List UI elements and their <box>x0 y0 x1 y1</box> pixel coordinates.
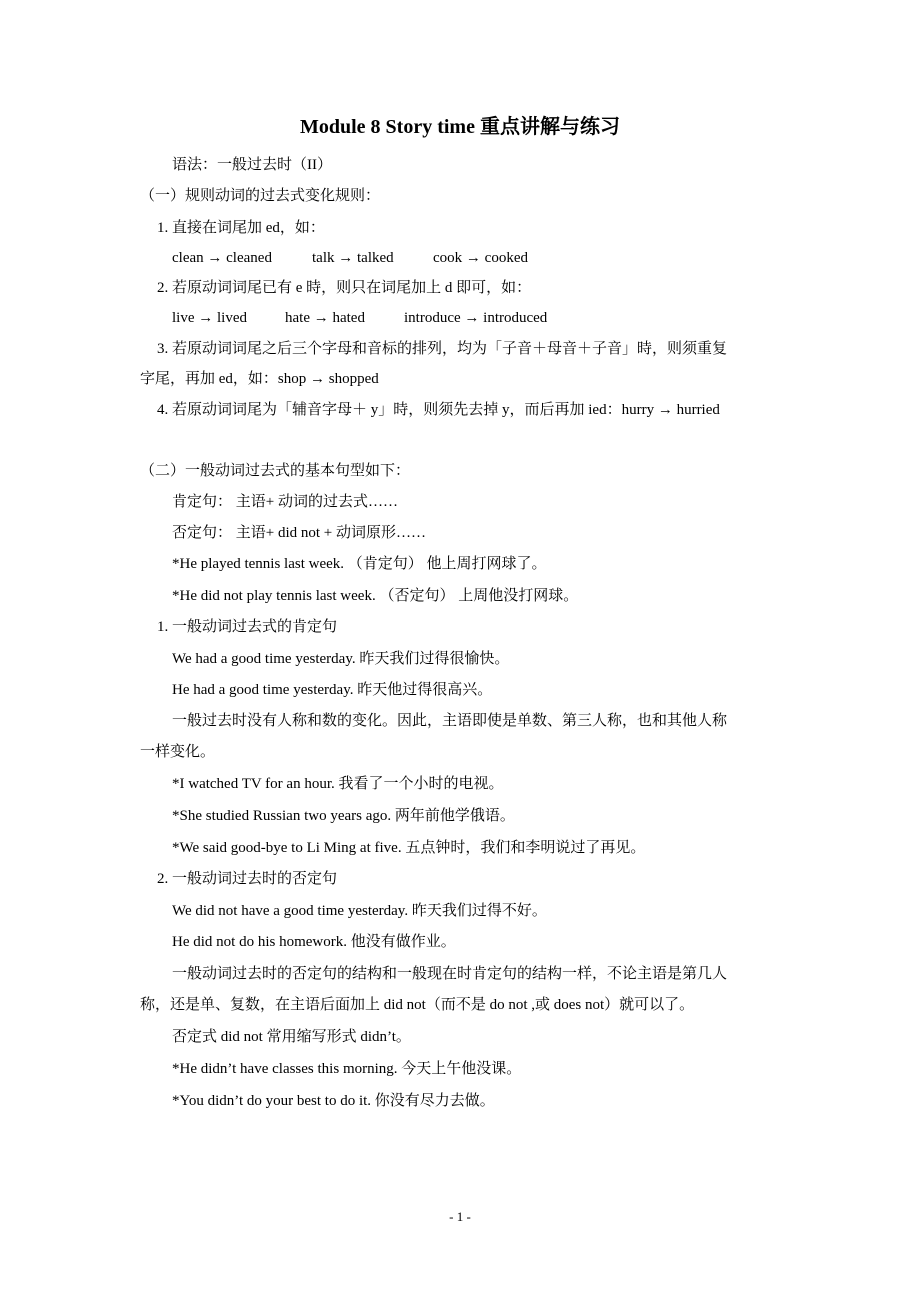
example-affirmative: *He played tennis last week. （肯定句） 他上周打网球了。 <box>172 556 547 572</box>
sub1-example: *I watched TV for an hour. 我看了一个小时的电视。 <box>172 776 504 792</box>
sub1-example: *We said good-bye to Li Ming at five. 五点钟时，我们和李明说过了再见。 <box>172 840 646 856</box>
sub1-note-line1: 一般过去时没有人称和数的变化。因此，主语即使是单数、第三人称，也和其他人称 <box>172 713 728 729</box>
sub2-example: He did not do his homework. 他没有做作业。 <box>172 934 456 950</box>
grammar-heading: 语法：一般过去时（II） <box>172 157 332 173</box>
sub2-example: *You didn’t do your best to do it. 你没有尽力去做。 <box>172 1093 495 1109</box>
sub2-note-line2: 称，还是单、复数，在主语后面加上 did not（而不是 do not ,或 does not）就可以了。 <box>140 997 695 1013</box>
rule3-text-line2: 字尾，再加 ed，如：shop → shopped <box>140 371 379 387</box>
example-item: hate → hated <box>285 310 365 326</box>
sub2-contraction-note: 否定式 did not 常用缩写形式 didn’t。 <box>172 1029 411 1045</box>
rule3-text-line1: 3. 若原动词词尾之后三个字母和音标的排列，均为「子音＋母音＋子音」時，则须重复 <box>157 341 728 357</box>
page-number: - 1 - <box>449 1209 471 1224</box>
rule2-examples <box>172 308 547 328</box>
sub2-note-line1: 一般动词过去时的否定句的结构和一般现在时肯定句的结构一样，不论主语是第几人 <box>172 966 728 982</box>
sub1-note-line2: 一样变化。 <box>140 744 216 760</box>
sub1-example: *She studied Russian two years ago. 两年前他学俄语。 <box>172 808 515 824</box>
example-item: live → lived <box>172 310 247 326</box>
sub2-example: *He didn’t have classes this morning. 今天上午他没课。 <box>172 1061 522 1077</box>
negative-pattern: 否定句： 主语+ did not + 动词原形…… <box>172 525 427 541</box>
rule4-text: 4. 若原动词词尾为「辅音字母＋ y」時，则须先去掉 y，而后再加 ied：hurry → hurried <box>157 402 720 418</box>
sub1-example: He had a good time yesterday. 昨天他过得很高兴。 <box>172 682 493 698</box>
sub1-heading: 1. 一般动词过去式的肯定句 <box>157 619 338 635</box>
example-item: cook → cooked <box>433 250 528 266</box>
rule2-text: 2. 若原动词词尾已有 e 時，则只在词尾加上 d 即可，如： <box>157 280 532 296</box>
affirmative-pattern: 肯定句： 主语+ 动词的过去式…… <box>172 494 398 510</box>
section2-heading: （二）一般动词过去式的基本句型如下： <box>140 463 411 479</box>
rule1-examples <box>172 248 528 268</box>
example-item: clean → cleaned <box>172 250 272 266</box>
sub2-heading: 2. 一般动词过去时的否定句 <box>157 871 338 887</box>
sub1-example: We had a good time yesterday. 昨天我们过得很愉快。 <box>172 651 510 667</box>
section1-heading: （一）规则动词的过去式变化规则： <box>140 188 381 204</box>
sub2-example: We did not have a good time yesterday. 昨天我们过得不好。 <box>172 903 547 919</box>
example-item: talk → talked <box>312 250 394 266</box>
example-item: introduce → introduced <box>404 310 548 326</box>
rule1-text: 1. 直接在词尾加 ed，如： <box>157 220 325 236</box>
page-title: Module 8 Story time 重点讲解与练习 <box>300 116 620 138</box>
example-negative: *He did not play tennis last week. （否定句） 上周他没打网球。 <box>172 588 579 604</box>
